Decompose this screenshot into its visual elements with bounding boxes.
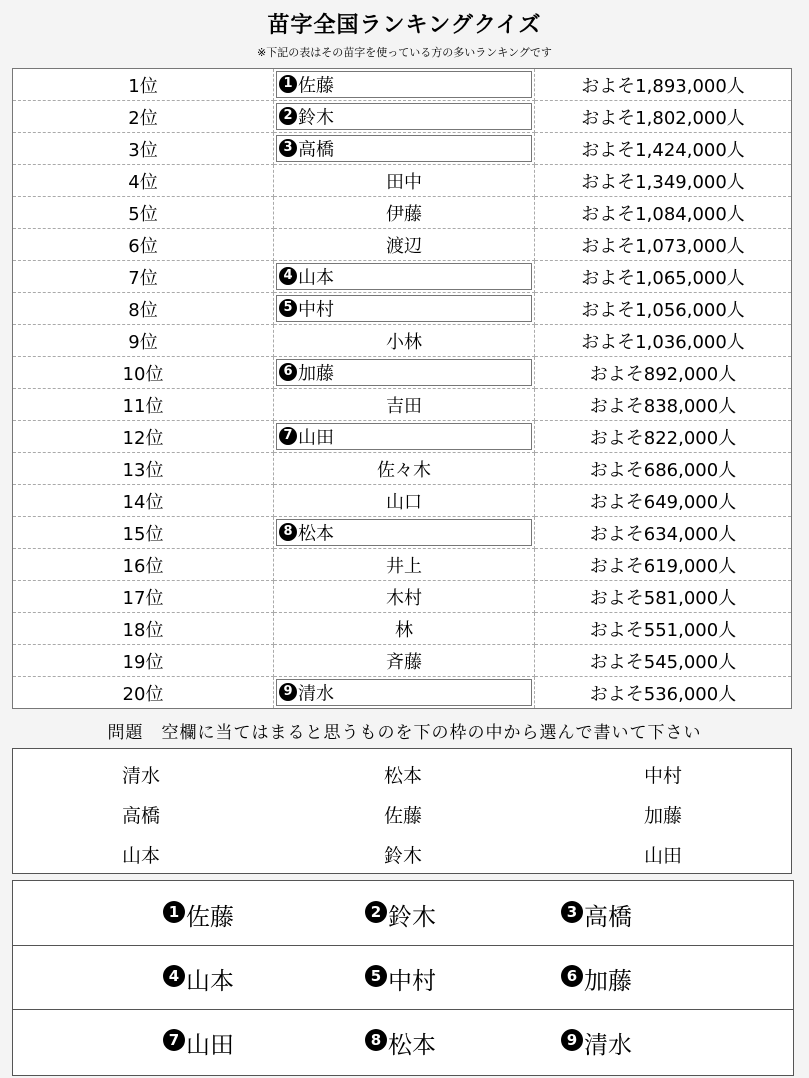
table-row (13, 421, 792, 453)
answer-blank-box[interactable] (276, 135, 532, 162)
answer-blank-box[interactable] (276, 359, 532, 386)
rank-cell: 15位 (13, 517, 274, 549)
answer-blank-cell (274, 357, 535, 389)
table-row (13, 197, 792, 229)
choice-item: 松本 (383, 765, 422, 787)
surname-cell: 斉藤 (274, 645, 535, 677)
table-row (13, 69, 792, 101)
answer-surname: 鈴木 (388, 903, 436, 931)
table-row (13, 453, 792, 485)
table-row (13, 357, 792, 389)
number-badge-icon: 9 (561, 1029, 583, 1051)
answer-row (13, 881, 793, 946)
count-cell: およそ822,000人 (535, 421, 792, 453)
answer-item (365, 1025, 436, 1060)
page-title: 苗字全国ランキングクイズ (267, 13, 542, 38)
answer-blank-box[interactable] (276, 519, 532, 546)
number-badge-icon: 2 (365, 901, 387, 923)
number-badge-icon: 4 (163, 965, 185, 987)
surname-text: 高橋 (298, 139, 334, 161)
choice-item: 高橋 (121, 805, 160, 827)
answer-blank-cell (274, 677, 535, 709)
number-badge-icon: 7 (163, 1029, 185, 1051)
choice-item: 清水 (121, 765, 160, 787)
rank-cell: 4位 (13, 165, 274, 197)
rank-cell: 5位 (13, 197, 274, 229)
rank-cell: 20位 (13, 677, 274, 709)
count-cell: およそ1,802,000人 (535, 101, 792, 133)
rank-cell: 17位 (13, 581, 274, 613)
count-cell: およそ634,000人 (535, 517, 792, 549)
number-badge-icon: 9 (279, 683, 297, 701)
answer-item (163, 897, 234, 932)
table-row (13, 517, 792, 549)
count-cell: およそ581,000人 (535, 581, 792, 613)
choice-item: 佐藤 (383, 805, 422, 827)
answer-blank-cell (274, 293, 535, 325)
answers-box (12, 880, 794, 1076)
rank-cell: 13位 (13, 453, 274, 485)
surname-cell: 田中 (274, 165, 535, 197)
table-row (13, 325, 792, 357)
answer-surname: 加藤 (584, 967, 632, 995)
number-badge-icon: 1 (163, 901, 185, 923)
surname-text: 山田 (298, 427, 334, 449)
table-row (13, 293, 792, 325)
rank-cell: 18位 (13, 613, 274, 645)
number-badge-icon: 2 (279, 107, 297, 125)
table-row (13, 549, 792, 581)
answer-blank-cell (274, 421, 535, 453)
answer-blank-box[interactable] (276, 679, 532, 706)
answer-item (163, 961, 234, 996)
rank-cell: 7位 (13, 261, 274, 293)
surname-cell: 佐々木 (274, 453, 535, 485)
rank-cell: 3位 (13, 133, 274, 165)
count-cell: およそ1,036,000人 (535, 325, 792, 357)
page-subtitle: ※下記の表はその苗字を使っている方の多いランキングです (257, 46, 552, 59)
rank-cell: 19位 (13, 645, 274, 677)
surname-cell: 伊藤 (274, 197, 535, 229)
count-cell: およそ551,000人 (535, 613, 792, 645)
table-row (13, 229, 792, 261)
answer-blank-box[interactable] (276, 71, 532, 98)
count-cell: およそ838,000人 (535, 389, 792, 421)
table-row (13, 165, 792, 197)
answer-item (163, 1025, 234, 1060)
number-badge-icon: 7 (279, 427, 297, 445)
answer-surname: 高橋 (584, 903, 632, 931)
number-badge-icon: 3 (561, 901, 583, 923)
choice-item: 山本 (121, 845, 160, 867)
question-text: 問題 空欄に当てはまると思うものを下の枠の中から選んで書いて下さい (107, 723, 702, 743)
answer-blank-box[interactable] (276, 103, 532, 130)
rank-cell: 6位 (13, 229, 274, 261)
surname-text: 山本 (298, 267, 334, 289)
answer-surname: 山本 (186, 967, 234, 995)
rank-cell: 16位 (13, 549, 274, 581)
answer-item (561, 1025, 632, 1060)
table-row (13, 389, 792, 421)
answer-blank-cell (274, 133, 535, 165)
answer-blank-box[interactable] (276, 263, 532, 290)
count-cell: およそ892,000人 (535, 357, 792, 389)
surname-text: 中村 (298, 299, 334, 321)
number-badge-icon: 6 (279, 363, 297, 381)
count-cell: およそ1,056,000人 (535, 293, 792, 325)
count-cell: およそ545,000人 (535, 645, 792, 677)
number-badge-icon: 8 (365, 1029, 387, 1051)
surname-text: 鈴木 (298, 107, 334, 129)
table-row (13, 261, 792, 293)
answer-blank-cell (274, 69, 535, 101)
surname-cell: 林 (274, 613, 535, 645)
count-cell: およそ1,065,000人 (535, 261, 792, 293)
answer-blank-cell (274, 517, 535, 549)
count-cell: およそ1,424,000人 (535, 133, 792, 165)
answer-row (13, 1009, 793, 1073)
surname-cell: 小林 (274, 325, 535, 357)
number-badge-icon: 3 (279, 139, 297, 157)
surname-cell: 木村 (274, 581, 535, 613)
number-badge-icon: 4 (279, 267, 297, 285)
answer-surname: 松本 (388, 1031, 436, 1059)
rank-cell: 14位 (13, 485, 274, 517)
surname-text: 加藤 (298, 363, 334, 385)
surname-text: 松本 (298, 523, 334, 545)
count-cell: およそ649,000人 (535, 485, 792, 517)
answer-item (561, 961, 632, 996)
surname-text: 清水 (298, 683, 334, 705)
choice-item: 鈴木 (383, 845, 422, 867)
rank-cell: 9位 (13, 325, 274, 357)
number-badge-icon: 6 (561, 965, 583, 987)
answer-blank-cell (274, 101, 535, 133)
answer-surname: 清水 (584, 1031, 632, 1059)
choices-box (12, 748, 792, 874)
ranking-table (12, 68, 792, 709)
number-badge-icon: 1 (279, 75, 297, 93)
rank-cell: 8位 (13, 293, 274, 325)
surname-cell: 井上 (274, 549, 535, 581)
rank-cell: 11位 (13, 389, 274, 421)
surname-cell: 吉田 (274, 389, 535, 421)
surname-cell: 山口 (274, 485, 535, 517)
table-row (13, 133, 792, 165)
table-row (13, 645, 792, 677)
table-row (13, 101, 792, 133)
choice-item: 加藤 (643, 805, 682, 827)
answer-item (561, 897, 632, 932)
answer-surname: 佐藤 (186, 903, 234, 931)
rank-cell: 10位 (13, 357, 274, 389)
table-row (13, 677, 792, 709)
count-cell: およそ1,893,000人 (535, 69, 792, 101)
rank-cell: 1位 (13, 69, 274, 101)
count-cell: およそ1,073,000人 (535, 229, 792, 261)
choice-item: 中村 (643, 765, 682, 787)
count-cell: およそ686,000人 (535, 453, 792, 485)
number-badge-icon: 8 (279, 523, 297, 541)
count-cell: およそ536,000人 (589, 683, 737, 705)
answer-blank-box[interactable] (276, 295, 532, 322)
count-cell: およそ1,084,000人 (535, 197, 792, 229)
number-badge-icon: 5 (365, 965, 387, 987)
table-row (13, 581, 792, 613)
answer-row (13, 945, 793, 1010)
surname-cell: 渡辺 (274, 229, 535, 261)
table-row (13, 613, 792, 645)
answer-surname: 中村 (388, 967, 436, 995)
surname-text: 佐藤 (298, 75, 334, 97)
answer-item (365, 897, 436, 932)
table-row (13, 485, 792, 517)
count-cell: およそ1,349,000人 (535, 165, 792, 197)
answer-item (365, 961, 436, 996)
choice-item: 山田 (643, 845, 682, 867)
count-cell: およそ619,000人 (535, 549, 792, 581)
rank-cell: 2位 (13, 101, 274, 133)
answer-blank-box[interactable] (276, 423, 532, 450)
answer-surname: 山田 (186, 1031, 234, 1059)
number-badge-icon: 5 (279, 299, 297, 317)
answer-blank-cell (274, 261, 535, 293)
rank-cell: 12位 (13, 421, 274, 453)
